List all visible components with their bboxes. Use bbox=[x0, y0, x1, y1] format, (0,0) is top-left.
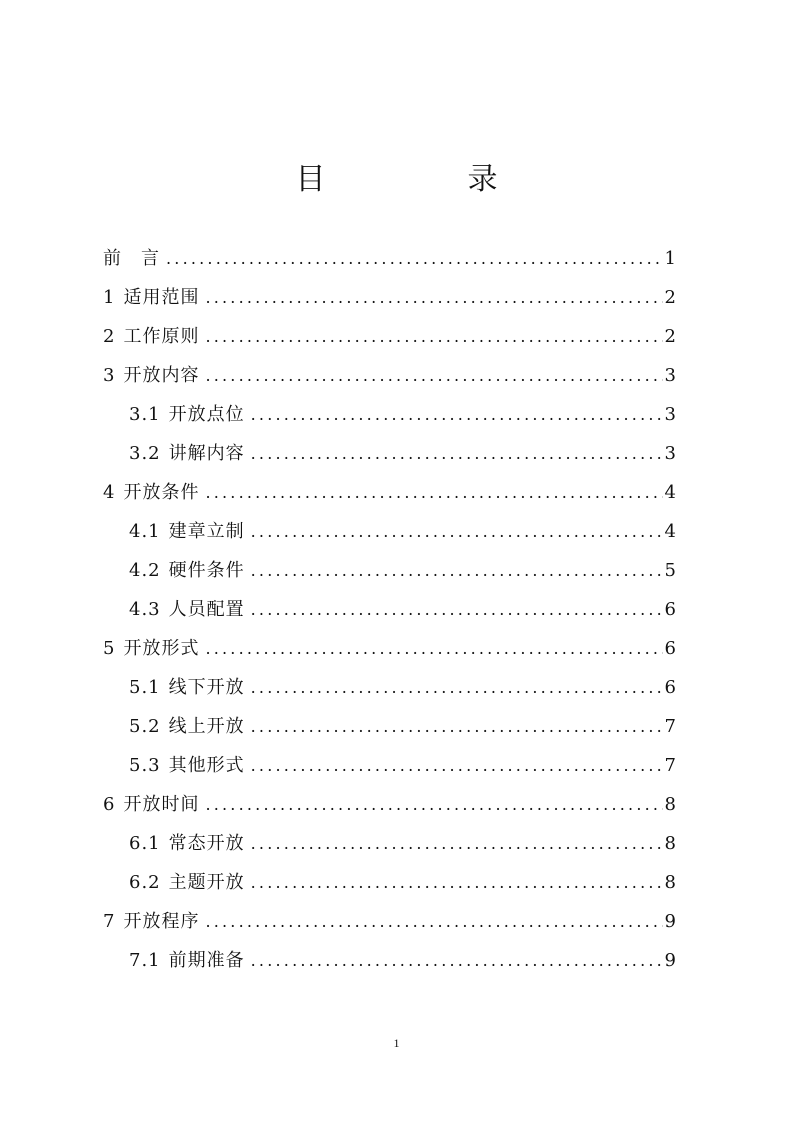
toc-leader-dots bbox=[251, 941, 663, 980]
toc-entry-page: 6 bbox=[664, 638, 676, 659]
footer-page-number: 1 bbox=[393, 1036, 400, 1050]
table-of-contents bbox=[103, 239, 676, 980]
toc-entry[interactable] bbox=[103, 356, 676, 395]
toc-entry-label: 开放程序 bbox=[123, 911, 200, 932]
toc-entry-number: 5.3 bbox=[129, 755, 161, 776]
toc-entry-number: 5 bbox=[103, 638, 116, 659]
toc-leader-dots bbox=[205, 278, 662, 317]
toc-entry-page: 3 bbox=[664, 404, 676, 425]
toc-entry-title bbox=[103, 473, 199, 512]
toc-entry[interactable] bbox=[103, 434, 676, 473]
toc-entry-number: 7 bbox=[103, 911, 116, 932]
toc-entry-number: 2 bbox=[103, 326, 116, 347]
toc-entry-label: 线上开放 bbox=[168, 716, 245, 737]
toc-entry-title bbox=[129, 941, 245, 980]
toc-entry-page: 8 bbox=[664, 833, 676, 854]
toc-entry-page: 7 bbox=[664, 716, 676, 737]
toc-entry-number: 4.3 bbox=[129, 599, 161, 620]
toc-entry-label: 工作原则 bbox=[123, 326, 200, 347]
toc-entry-title bbox=[103, 278, 199, 317]
page-title: 目 录 bbox=[295, 162, 554, 197]
toc-entry-page: 3 bbox=[664, 365, 676, 386]
toc-entry-title bbox=[129, 668, 245, 707]
toc-entry-page: 2 bbox=[664, 287, 676, 308]
toc-entry-number: 3 bbox=[103, 365, 116, 386]
toc-entry-label: 前期准备 bbox=[168, 950, 245, 971]
toc-entry-title bbox=[103, 902, 199, 941]
toc-entry[interactable] bbox=[103, 278, 676, 317]
toc-entry-page: 1 bbox=[664, 248, 676, 269]
toc-entry-title bbox=[103, 785, 199, 824]
toc-entry-number: 6.2 bbox=[129, 872, 161, 893]
toc-entry-number: 4.2 bbox=[129, 560, 161, 581]
toc-leader-dots bbox=[205, 317, 662, 356]
toc-leader-dots bbox=[205, 785, 662, 824]
toc-leader-dots bbox=[251, 707, 663, 746]
toc-entry-page: 5 bbox=[664, 560, 676, 581]
toc-leader-dots bbox=[166, 239, 663, 278]
toc-entry-number: 6 bbox=[103, 794, 116, 815]
toc-entry-label: 开放点位 bbox=[168, 404, 245, 425]
toc-entry[interactable] bbox=[103, 902, 676, 941]
toc-entry-title bbox=[103, 629, 199, 668]
toc-entry-title bbox=[129, 746, 245, 785]
toc-leader-dots bbox=[251, 668, 663, 707]
toc-entry[interactable] bbox=[103, 239, 676, 278]
toc-entry-label: 人员配置 bbox=[168, 599, 245, 620]
toc-entry[interactable] bbox=[103, 863, 676, 902]
toc-entry-page: 9 bbox=[664, 950, 676, 971]
toc-entry-label: 开放条件 bbox=[123, 482, 200, 503]
toc-entry[interactable] bbox=[103, 668, 676, 707]
toc-entry-label: 开放时间 bbox=[123, 794, 200, 815]
toc-entry-number: 1 bbox=[103, 287, 116, 308]
toc-entry-label: 其他形式 bbox=[168, 755, 245, 776]
toc-entry-page: 4 bbox=[664, 482, 676, 503]
toc-entry-page: 9 bbox=[664, 911, 676, 932]
toc-entry[interactable] bbox=[103, 707, 676, 746]
toc-entry-title bbox=[129, 551, 245, 590]
toc-entry-label: 常态开放 bbox=[168, 833, 245, 854]
toc-entry[interactable] bbox=[103, 317, 676, 356]
toc-entry-number: 5.2 bbox=[129, 716, 161, 737]
toc-leader-dots bbox=[251, 551, 663, 590]
toc-entry-number: 4 bbox=[103, 482, 116, 503]
toc-entry-title bbox=[129, 512, 245, 551]
toc-entry-label: 主题开放 bbox=[168, 872, 245, 893]
toc-leader-dots bbox=[251, 746, 663, 785]
toc-entry-title bbox=[103, 356, 199, 395]
toc-entry-label: 讲解内容 bbox=[168, 443, 245, 464]
toc-entry-title bbox=[129, 824, 245, 863]
toc-entry-title bbox=[103, 317, 199, 356]
toc-entry[interactable] bbox=[103, 629, 676, 668]
toc-entry-page: 2 bbox=[664, 326, 676, 347]
toc-leader-dots bbox=[251, 824, 663, 863]
toc-entry-number: 4.1 bbox=[129, 521, 161, 542]
toc-entry-label: 前 言 bbox=[103, 248, 160, 269]
toc-entry[interactable] bbox=[103, 473, 676, 512]
toc-entry-number: 7.1 bbox=[129, 950, 161, 971]
toc-entry-title bbox=[129, 395, 245, 434]
toc-leader-dots bbox=[251, 395, 663, 434]
toc-entry[interactable] bbox=[103, 590, 676, 629]
toc-entry-label: 开放内容 bbox=[123, 365, 200, 386]
toc-entry-page: 4 bbox=[664, 521, 676, 542]
toc-entry-label: 硬件条件 bbox=[168, 560, 245, 581]
toc-entry-page: 7 bbox=[664, 755, 676, 776]
toc-entry[interactable] bbox=[103, 395, 676, 434]
toc-entry-number: 3.2 bbox=[129, 443, 161, 464]
toc-entry[interactable] bbox=[103, 746, 676, 785]
toc-leader-dots bbox=[251, 590, 663, 629]
toc-entry-label: 线下开放 bbox=[168, 677, 245, 698]
toc-entry-title bbox=[129, 434, 245, 473]
toc-entry-number: 6.1 bbox=[129, 833, 161, 854]
toc-leader-dots bbox=[205, 356, 662, 395]
toc-leader-dots bbox=[251, 512, 663, 551]
toc-leader-dots bbox=[205, 629, 662, 668]
toc-entry-number: 3.1 bbox=[129, 404, 161, 425]
toc-entry[interactable] bbox=[103, 785, 676, 824]
toc-entry-number: 5.1 bbox=[129, 677, 161, 698]
toc-entry-label: 建章立制 bbox=[168, 521, 245, 542]
toc-entry-title bbox=[129, 863, 245, 902]
toc-entry-title bbox=[103, 239, 160, 278]
toc-entry-label: 适用范围 bbox=[123, 287, 200, 308]
toc-entry-page: 6 bbox=[664, 599, 676, 620]
toc-leader-dots bbox=[205, 902, 662, 941]
toc-entry-page: 6 bbox=[664, 677, 676, 698]
toc-entry-page: 8 bbox=[664, 872, 676, 893]
toc-entry-page: 3 bbox=[664, 443, 676, 464]
toc-leader-dots bbox=[205, 473, 662, 512]
toc-leader-dots bbox=[251, 863, 663, 902]
toc-entry[interactable] bbox=[103, 941, 676, 980]
toc-entry[interactable] bbox=[103, 824, 676, 863]
toc-entry-label: 开放形式 bbox=[123, 638, 200, 659]
toc-entry[interactable] bbox=[103, 512, 676, 551]
toc-leader-dots bbox=[251, 434, 663, 473]
toc-entry-page: 8 bbox=[664, 794, 676, 815]
toc-entry-title bbox=[129, 707, 245, 746]
toc-entry-title bbox=[129, 590, 245, 629]
toc-entry[interactable] bbox=[103, 551, 676, 590]
